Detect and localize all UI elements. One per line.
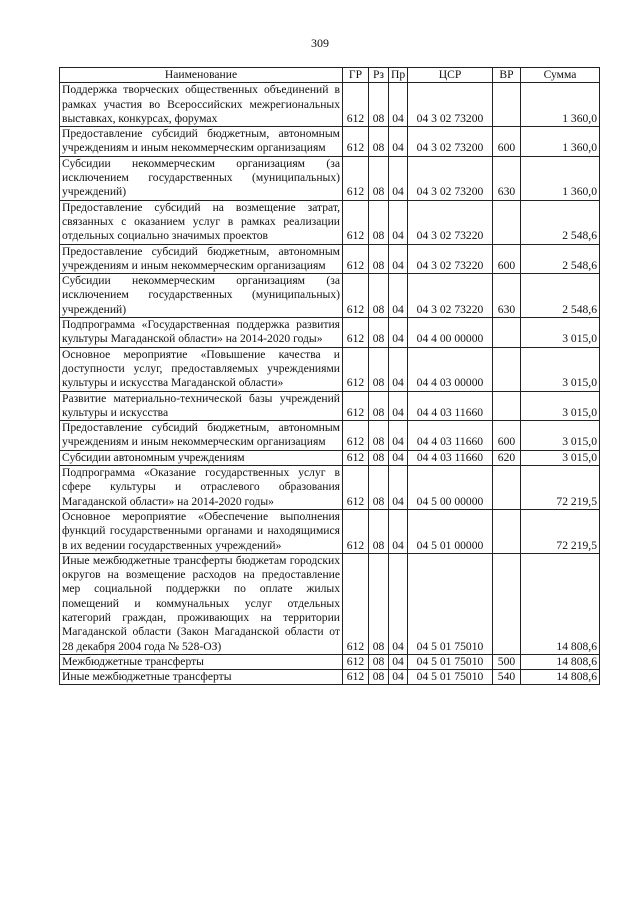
- cell-csr: 04 3 02 73220: [408, 244, 493, 274]
- cell-rz: 08: [369, 421, 389, 451]
- cell-csr: 04 5 01 75010: [408, 670, 493, 685]
- header-pr: Пр: [389, 68, 408, 83]
- table-row: [60, 509, 600, 553]
- cell-pr: 04: [389, 654, 408, 669]
- table-row: [60, 347, 600, 391]
- table-row: [60, 670, 600, 685]
- cell-rz: 08: [369, 244, 389, 274]
- cell-csr: 04 3 02 73200: [408, 83, 493, 127]
- cell-pr: 04: [389, 244, 408, 274]
- cell-sum: 14 808,6: [521, 670, 600, 685]
- cell-sum: 3 015,0: [521, 318, 600, 348]
- cell-sum: 72 219,5: [521, 466, 600, 510]
- table-row: [60, 127, 600, 157]
- cell-csr: 04 3 02 73200: [408, 127, 493, 157]
- table-row: [60, 391, 600, 421]
- cell-sum: 3 015,0: [521, 347, 600, 391]
- cell-sum: 1 360,0: [521, 127, 600, 157]
- cell-rz: 08: [369, 318, 389, 348]
- cell-csr: 04 4 00 00000: [408, 318, 493, 348]
- cell-name: Предоставление субсидий бюджетным, автономным учреждениям и иным некоммерческим организациям: [60, 421, 343, 451]
- cell-sum: 14 808,6: [521, 654, 600, 669]
- cell-sum: 2 548,6: [521, 274, 600, 318]
- cell-gr: 612: [343, 274, 369, 318]
- cell-gr: 612: [343, 466, 369, 510]
- table-row: [60, 421, 600, 451]
- cell-vr: [493, 466, 521, 510]
- cell-pr: 04: [389, 670, 408, 685]
- header-sum: Сумма: [521, 68, 600, 83]
- cell-gr: 612: [343, 83, 369, 127]
- table-row: [60, 654, 600, 669]
- cell-vr: [493, 318, 521, 348]
- cell-csr: 04 3 02 73220: [408, 200, 493, 244]
- cell-rz: 08: [369, 83, 389, 127]
- cell-sum: 2 548,6: [521, 200, 600, 244]
- header-vr: ВР: [493, 68, 521, 83]
- cell-rz: 08: [369, 127, 389, 157]
- cell-sum: 1 360,0: [521, 156, 600, 200]
- cell-pr: 04: [389, 509, 408, 553]
- cell-vr: [493, 83, 521, 127]
- table-row: [60, 244, 600, 274]
- cell-gr: 612: [343, 318, 369, 348]
- cell-sum: 72 219,5: [521, 509, 600, 553]
- cell-name: Развитие материально-технической базы учреждений культуры и искусства: [60, 391, 343, 421]
- cell-sum: 3 015,0: [521, 450, 600, 465]
- cell-pr: 04: [389, 347, 408, 391]
- cell-gr: 612: [343, 450, 369, 465]
- cell-rz: 08: [369, 347, 389, 391]
- cell-name: Предоставление субсидий бюджетным, автономным учреждениям и иным некоммерческим организациям: [60, 244, 343, 274]
- cell-name: Иные межбюджетные трансферты бюджетам городских округов на возмещение расходов на предоставление мер социальной поддержки по оплате жилых помещений и коммунальных услуг отдельных категорий граждан, проживающих на территории Магаданской области (Закон Магаданской области от 28 декабря 2004 года № 528-ОЗ): [60, 553, 343, 654]
- cell-csr: 04 4 03 11660: [408, 450, 493, 465]
- cell-csr: 04 4 03 00000: [408, 347, 493, 391]
- table-row: [60, 450, 600, 465]
- cell-gr: 612: [343, 200, 369, 244]
- cell-gr: 612: [343, 509, 369, 553]
- header-csr: ЦСР: [408, 68, 493, 83]
- cell-rz: 08: [369, 553, 389, 654]
- cell-sum: 3 015,0: [521, 391, 600, 421]
- cell-name: Межбюджетные трансферты: [60, 654, 343, 669]
- cell-vr: 540: [493, 670, 521, 685]
- header-row: [60, 68, 600, 83]
- cell-csr: 04 5 01 00000: [408, 509, 493, 553]
- cell-csr: 04 3 02 73220: [408, 274, 493, 318]
- cell-vr: 500: [493, 654, 521, 669]
- cell-name: Подпрограмма «Оказание государственных услуг в сфере культуры и отраслевого образования Магаданской области» на 2014-2020 годы»: [60, 466, 343, 510]
- cell-rz: 08: [369, 156, 389, 200]
- cell-vr: [493, 391, 521, 421]
- cell-gr: 612: [343, 127, 369, 157]
- cell-rz: 08: [369, 509, 389, 553]
- cell-vr: [493, 553, 521, 654]
- cell-pr: 04: [389, 421, 408, 451]
- cell-name: Основное мероприятие «Обеспечение выполнения функций государственными органами и находящимися в их ведении государственных учреждений»: [60, 509, 343, 553]
- cell-rz: 08: [369, 466, 389, 510]
- cell-pr: 04: [389, 274, 408, 318]
- cell-pr: 04: [389, 391, 408, 421]
- cell-rz: 08: [369, 200, 389, 244]
- cell-vr: [493, 200, 521, 244]
- cell-pr: 04: [389, 156, 408, 200]
- cell-pr: 04: [389, 318, 408, 348]
- cell-rz: 08: [369, 274, 389, 318]
- cell-name: Основное мероприятие «Повышение качества и доступности услуг, предоставляемых учреждениями культуры и искусства Магаданской области»: [60, 347, 343, 391]
- cell-pr: 04: [389, 450, 408, 465]
- cell-gr: 612: [343, 670, 369, 685]
- page-number: 309: [311, 36, 329, 50]
- cell-pr: 04: [389, 553, 408, 654]
- cell-gr: 612: [343, 347, 369, 391]
- cell-name: Иные межбюджетные трансферты: [60, 670, 343, 685]
- cell-name: Субсидии некоммерческим организациям (за исключением государственных (муниципальных) учреждений): [60, 156, 343, 200]
- table-row: [60, 553, 600, 654]
- cell-csr: 04 5 01 75010: [408, 654, 493, 669]
- cell-sum: 14 808,6: [521, 553, 600, 654]
- cell-csr: 04 5 01 75010: [408, 553, 493, 654]
- cell-name: Субсидии некоммерческим организациям (за исключением государственных (муниципальных) учреждений): [60, 274, 343, 318]
- header-name: Наименование: [60, 68, 343, 83]
- cell-pr: 04: [389, 200, 408, 244]
- cell-pr: 04: [389, 127, 408, 157]
- header-rz: Рз: [369, 68, 389, 83]
- cell-vr: [493, 509, 521, 553]
- cell-csr: 04 3 02 73200: [408, 156, 493, 200]
- cell-csr: 04 5 00 00000: [408, 466, 493, 510]
- cell-name: Поддержка творческих общественных объединений в рамках участия во Всероссийских межрегиональных выставках, конкурсах, форумах: [60, 83, 343, 127]
- cell-gr: 612: [343, 391, 369, 421]
- cell-pr: 04: [389, 83, 408, 127]
- cell-sum: 1 360,0: [521, 83, 600, 127]
- cell-vr: [493, 347, 521, 391]
- cell-name: Подпрограмма «Государственная поддержка развития культуры Магаданской области» на 2014-2020 годы»: [60, 318, 343, 348]
- cell-vr: 630: [493, 156, 521, 200]
- cell-vr: 600: [493, 244, 521, 274]
- cell-gr: 612: [343, 421, 369, 451]
- cell-name: Предоставление субсидий бюджетным, автономным учреждениям и иным некоммерческим организациям: [60, 127, 343, 157]
- cell-rz: 08: [369, 654, 389, 669]
- cell-csr: 04 4 03 11660: [408, 421, 493, 451]
- table-row: [60, 200, 600, 244]
- cell-gr: 612: [343, 553, 369, 654]
- cell-gr: 612: [343, 244, 369, 274]
- cell-name: Субсидии автономным учреждениям: [60, 450, 343, 465]
- cell-name: Предоставление субсидий на возмещение затрат, связанных с оказанием услуг в рамках реализации отдельных социально значимых проектов: [60, 200, 343, 244]
- cell-gr: 612: [343, 654, 369, 669]
- table-row: [60, 466, 600, 510]
- table-row: [60, 83, 600, 127]
- cell-rz: 08: [369, 391, 389, 421]
- cell-gr: 612: [343, 156, 369, 200]
- header-gr: ГР: [343, 68, 369, 83]
- cell-rz: 08: [369, 670, 389, 685]
- cell-sum: 3 015,0: [521, 421, 600, 451]
- table-row: [60, 274, 600, 318]
- cell-rz: 08: [369, 450, 389, 465]
- table-row: [60, 156, 600, 200]
- cell-vr: 600: [493, 127, 521, 157]
- table-row: [60, 318, 600, 348]
- cell-vr: 600: [493, 421, 521, 451]
- budget-table: [59, 67, 600, 685]
- cell-vr: 630: [493, 274, 521, 318]
- cell-vr: 620: [493, 450, 521, 465]
- cell-sum: 2 548,6: [521, 244, 600, 274]
- cell-pr: 04: [389, 466, 408, 510]
- cell-csr: 04 4 03 11660: [408, 391, 493, 421]
